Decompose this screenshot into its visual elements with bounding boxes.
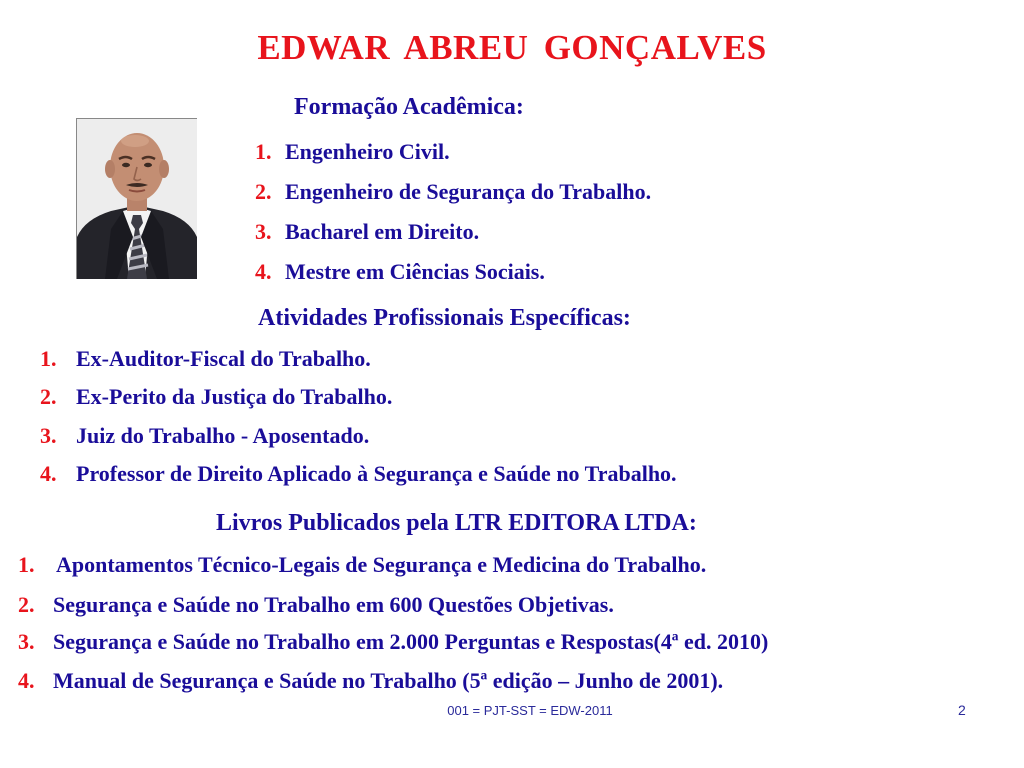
portrait-photo: [76, 118, 197, 279]
item-number: 3.: [18, 629, 35, 654]
footer-text: 001 = PJT-SST = EDW-2011: [447, 703, 613, 718]
item-number: 1.: [255, 139, 272, 164]
item-number: 4.: [40, 461, 57, 486]
item-text: Segurança e Saúde no Trabalho em 600 Questões Objetivas.: [53, 592, 614, 617]
atividades-heading: Atividades Profissionais Específicas:: [258, 305, 631, 331]
formacao-item: [255, 181, 651, 203]
formacao-item: [255, 221, 479, 243]
item-number: 2.: [40, 384, 57, 409]
item-number: 1.: [40, 346, 57, 371]
item-number: 2.: [255, 179, 272, 204]
atividades-item: [40, 386, 392, 408]
item-text: Manual de Segurança e Saúde no Trabalho (5ª edição – Junho de 2001).: [53, 668, 724, 693]
livros-item: [18, 554, 706, 576]
livros-item: [18, 594, 614, 616]
item-number: 4.: [18, 668, 35, 693]
portrait-illustration: [77, 119, 197, 279]
item-text: Ex-Auditor-Fiscal do Trabalho.: [76, 346, 371, 371]
atividades-item: [40, 348, 371, 370]
item-number: 3.: [255, 219, 272, 244]
formacao-item: [255, 141, 450, 163]
item-text: Segurança e Saúde no Trabalho em 2.000 Perguntas e Respostas(4ª ed. 2010): [53, 629, 769, 654]
livros-heading: Livros Publicados pela LTR EDITORA LTDA:: [216, 510, 697, 536]
formacao-item: [255, 261, 545, 283]
livros-item: [18, 631, 768, 653]
item-text: Professor de Direito Aplicado à Segurança e Saúde no Trabalho.: [76, 461, 677, 486]
livros-item: [18, 670, 723, 692]
formacao-heading: Formação Acadêmica:: [294, 94, 524, 120]
item-number: 4.: [255, 259, 272, 284]
item-text: Bacharel em Direito.: [285, 219, 480, 244]
item-text: Ex-Perito da Justiça do Trabalho.: [76, 384, 393, 409]
atividades-item: [40, 425, 369, 447]
item-number: 1.: [18, 552, 35, 577]
item-number: 2.: [18, 592, 35, 617]
item-number: 3.: [40, 423, 57, 448]
page-number: 2: [958, 702, 966, 718]
item-text: Juiz do Trabalho - Aposentado.: [76, 423, 370, 448]
atividades-item: [40, 463, 677, 485]
item-text: Apontamentos Técnico-Legais de Segurança e Medicina do Trabalho.: [56, 552, 707, 577]
item-text: Engenheiro Civil.: [285, 139, 450, 164]
item-text: Engenheiro de Segurança do Trabalho.: [285, 179, 652, 204]
page-title: EDWAR ABREU GONÇALVES: [257, 28, 767, 67]
item-text: Mestre em Ciências Sociais.: [285, 259, 545, 284]
